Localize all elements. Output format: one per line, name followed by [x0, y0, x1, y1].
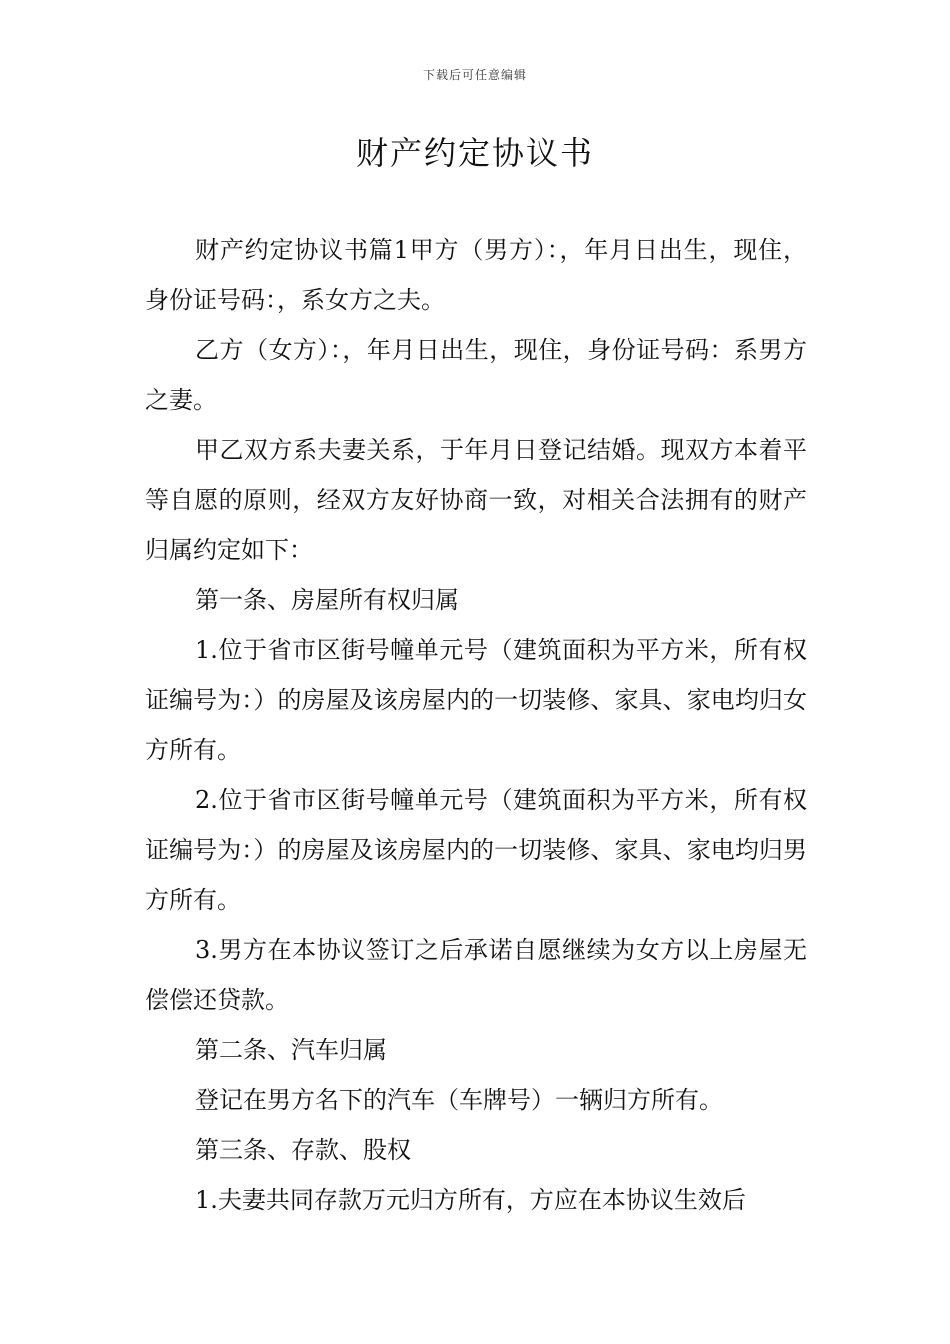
- article-2-text: 登记在男方名下的汽车（车牌号）一辆归方所有。: [195, 1086, 723, 1114]
- paragraph-party-a: 财产约定协议书篇1甲方（男方）：，年月日出生，现住，身份证号码：，系女方之夫。: [145, 236, 807, 314]
- article-1-item-3: 3.男方在本协议签订之后承诺自愿继续为女方以上房屋无偿偿还贷款。: [145, 936, 807, 1014]
- header-note: 下载后可任意编辑: [422, 68, 527, 82]
- article-1-item-2: 2.位于省市区街号幢单元号（建筑面积为平方米，所有权证编号为：）的房屋及该房屋内的一切装修、家具、家电均归男方所有。: [145, 786, 807, 914]
- article-3-item-1: 1.夫妻共同存款万元归方所有，方应在本协议生效后: [195, 1186, 746, 1214]
- paragraph-party-b: 乙方（女方）：，年月日出生，现住，身份证号码：系男方之妻。: [145, 336, 807, 414]
- document-body: [145, 225, 807, 1225]
- paragraph-preamble: 甲乙双方系夫妻关系，于年月日登记结婚。现双方本着平等自愿的原则，经双方友好协商一致，对相关合法拥有的财产归属约定如下：: [145, 436, 807, 564]
- article-2-heading: 第二条、汽车归属: [195, 1036, 387, 1064]
- article-1-heading: 第一条、房屋所有权归属: [195, 586, 459, 614]
- article-3-heading: 第三条、存款、股权: [195, 1136, 411, 1164]
- document-title: 财产约定协议书: [355, 134, 594, 172]
- article-1-item-1: 1.位于省市区街号幢单元号（建筑面积为平方米，所有权证编号为：）的房屋及该房屋内的一切装修、家具、家电均归女方所有。: [145, 636, 807, 764]
